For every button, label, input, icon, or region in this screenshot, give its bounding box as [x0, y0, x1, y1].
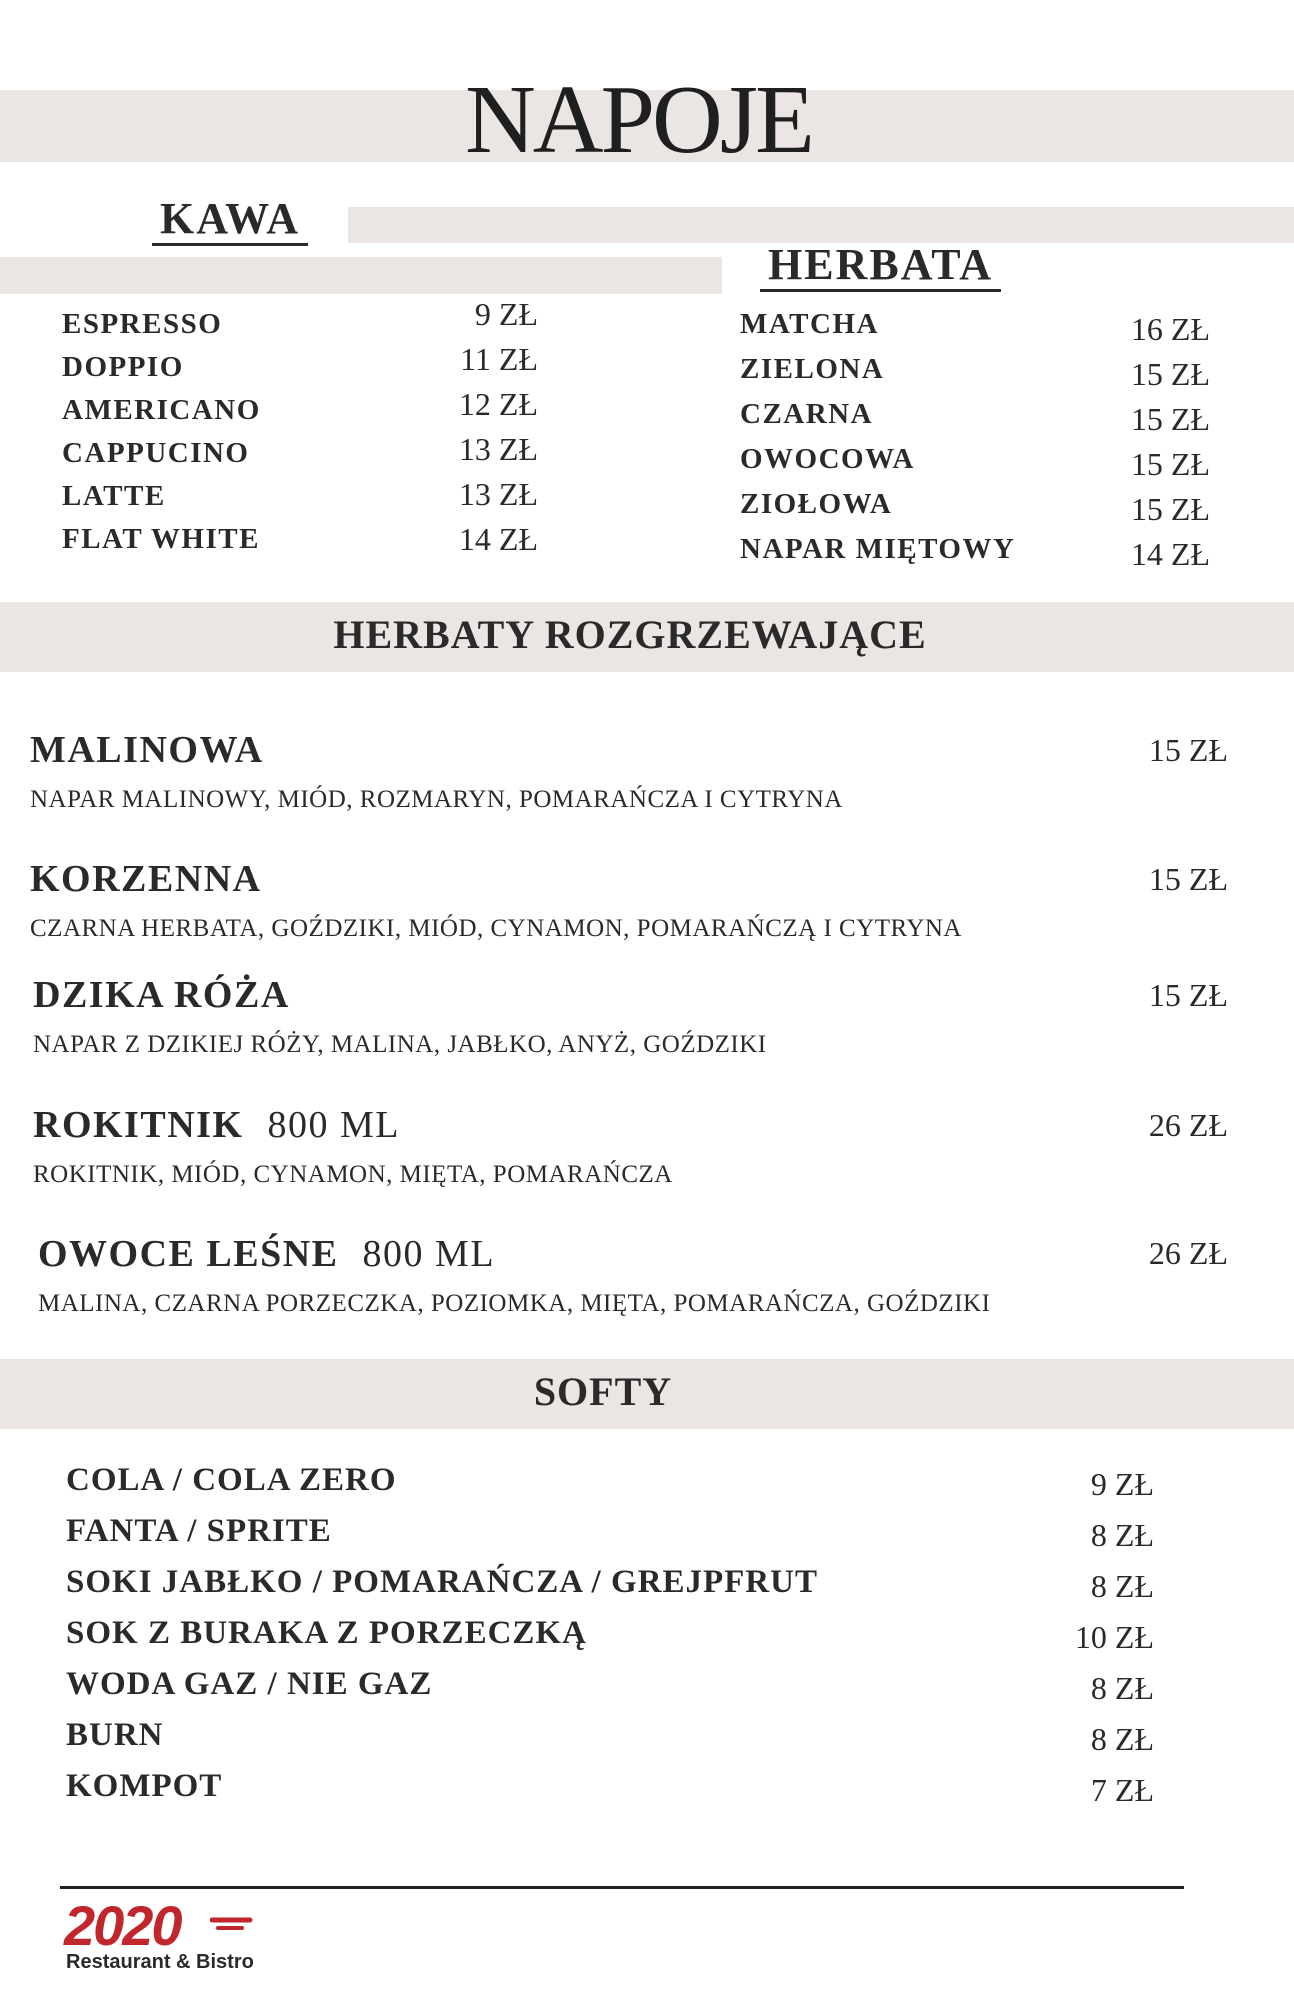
kawa-heading: KAWA [152, 196, 308, 246]
footer-divider [60, 1886, 1184, 1889]
herbata-item-name: MATCHA [740, 308, 879, 340]
herbata-item-name: ZIELONA [740, 353, 885, 385]
tea-item-description: CZARNA HERBATA, GOŹDZIKI, MIÓD, CYNAMON, POMARAŃCZĄ I CYTRYNA [30, 915, 962, 942]
soft-item-price: 8 ZŁ [1090, 1568, 1154, 1604]
tea-item-price: 15 ZŁ [1148, 861, 1228, 897]
tea-item-name: OWOCE LEŚNE 800 ML [38, 1233, 496, 1275]
kawa-item-name: CAPPUCINO [62, 437, 250, 469]
herbata-item-name: CZARNA [740, 398, 874, 430]
kawa-item-price: 14 ZŁ [458, 521, 538, 557]
soft-item-name: BURN [66, 1717, 164, 1753]
soft-item-name: SOKI JABŁKO / POMARAŃCZA / GREJPFRUT [66, 1564, 818, 1600]
tea-item-volume: 800 ML [267, 1104, 400, 1146]
tea-item-name: KORZENNA [30, 858, 262, 900]
tea-item-name: DZIKA RÓŻA [33, 974, 290, 1016]
tea-item-description: NAPAR Z DZIKIEJ RÓŻY, MALINA, JABŁKO, ANYŻ, GOŹDZIKI [33, 1031, 767, 1058]
herbata-item-name: NAPAR MIĘTOWY [740, 533, 1016, 565]
kawa-item-name: DOPPIO [62, 351, 184, 383]
soft-item-name: COLA / COLA ZERO [66, 1462, 397, 1498]
softy-heading: SOFTY [533, 1369, 673, 1414]
tea-item-volume: 800 ML [362, 1233, 496, 1275]
soft-item-name: WODA GAZ / NIE GAZ [66, 1666, 433, 1702]
logo-tagline: Restaurant & Bistro [66, 1951, 254, 1973]
tea-item-price: 15 ZŁ [1148, 977, 1228, 1013]
herbata-item-price: 15 ZŁ [1130, 401, 1210, 437]
soft-item-name: FANTA / SPRITE [66, 1513, 332, 1549]
tea-item-price: 15 ZŁ [1148, 732, 1228, 768]
herbata-item-price: 15 ZŁ [1130, 491, 1210, 527]
tea-item-name: ROKITNIK 800 ML [33, 1104, 400, 1146]
soft-item-price: 10 ZŁ [1074, 1619, 1154, 1655]
kawa-item-price: 13 ZŁ [458, 431, 538, 467]
soft-item-price: 7 ZŁ [1090, 1772, 1154, 1808]
soft-item-name: KOMPOT [66, 1768, 223, 1804]
kawa-item-price: 11 ZŁ [460, 341, 538, 377]
soft-item-price: 8 ZŁ [1090, 1721, 1154, 1757]
kawa-item-name: AMERICANO [62, 394, 261, 426]
herbata-item-price: 15 ZŁ [1130, 446, 1210, 482]
tea-item-name: MALINOWA [30, 729, 264, 771]
herbata-item-name: OWOCOWA [740, 443, 915, 475]
kawa-item-name: LATTE [62, 480, 166, 512]
herbata-heading-band [0, 257, 722, 294]
soft-item-name: SOK Z BURAKA Z PORZECZKĄ [66, 1615, 587, 1651]
kawa-item-price: 13 ZŁ [458, 476, 538, 512]
rozgrzewajace-heading: HERBATY ROZGRZEWAJĄCE [333, 612, 927, 657]
herbata-item-name: ZIOŁOWA [740, 488, 893, 520]
logo-number: 2020 [64, 1894, 181, 1957]
kawa-item-name: ESPRESSO [62, 308, 223, 340]
tea-item-description: ROKITNIK, MIÓD, CYNAMON, MIĘTA, POMARAŃCZA [33, 1161, 673, 1188]
tea-item-description: MALINA, CZARNA PORZECZKA, POZIOMKA, MIĘTA, POMARAŃCZA, GOŹDZIKI [38, 1290, 991, 1317]
herbata-item-price: 14 ZŁ [1130, 536, 1210, 572]
soft-item-price: 8 ZŁ [1090, 1517, 1154, 1553]
kawa-item-name: FLAT WHITE [62, 523, 260, 555]
tea-item-price: 26 ZŁ [1148, 1107, 1228, 1143]
logo-swoosh-icon [210, 1909, 256, 1935]
soft-item-price: 8 ZŁ [1090, 1670, 1154, 1706]
kawa-item-price: 12 ZŁ [458, 386, 538, 422]
tea-item-description: NAPAR MALINOWY, MIÓD, ROZMARYN, POMARAŃCZA I CYTRYNA [30, 786, 843, 813]
page-title: NAPOJE [465, 66, 812, 174]
tea-item-price: 26 ZŁ [1148, 1235, 1228, 1271]
herbata-item-price: 16 ZŁ [1130, 311, 1210, 347]
soft-item-price: 9 ZŁ [1090, 1466, 1154, 1502]
kawa-item-price: 9 ZŁ [474, 296, 538, 332]
herbata-heading: HERBATA [760, 242, 1001, 292]
herbata-item-price: 15 ZŁ [1130, 356, 1210, 392]
kawa-heading-band [348, 207, 1294, 243]
